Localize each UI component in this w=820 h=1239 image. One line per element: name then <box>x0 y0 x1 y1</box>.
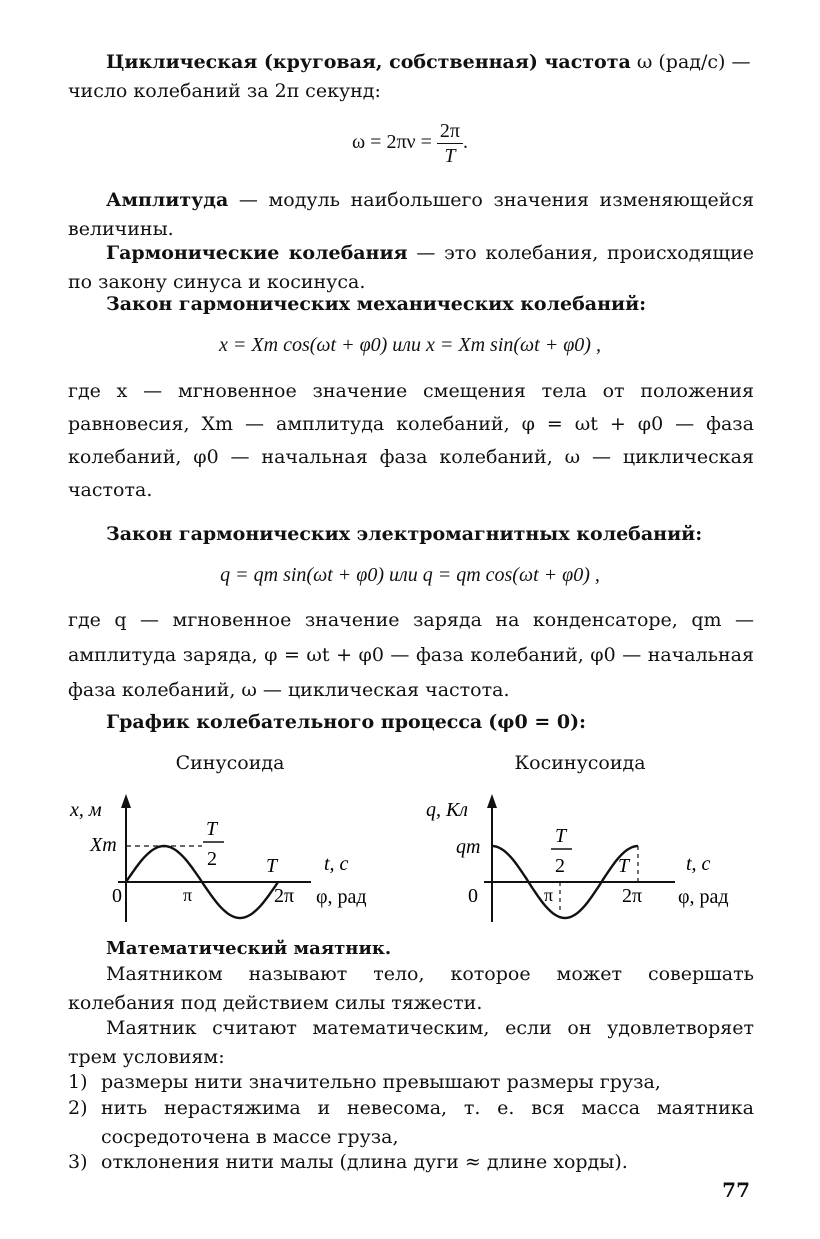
harmonic-paragraph <box>68 239 754 297</box>
fraction-numerator: 2π <box>437 119 463 144</box>
list-item-number: 2) <box>68 1097 88 1119</box>
mech-explanation: где x — мгновенное значение смещения тела от положения равновесия, Xm — амплитуда колебаний, φ = ωt + φ0 — фаза колебаний, φ0 — начальная фаза колебаний, ω — циклическая частота. <box>68 380 754 501</box>
page-number: 77 <box>722 1178 750 1202</box>
sin-y-arrow <box>121 794 131 808</box>
amplitude-term: Амплитуда <box>106 189 229 211</box>
pendulum-heading: Математический маятник. <box>106 938 392 959</box>
graph-heading-line <box>68 708 754 737</box>
cyclic-frequency-paragraph <box>68 48 754 77</box>
em-heading: Закон гармонических электромагнитных колебаний: <box>106 523 703 545</box>
cos-2pi-label: 2π <box>622 885 643 907</box>
list-item-text: отклонения нити малы (длина дуги ≈ длине хорды). <box>101 1151 628 1173</box>
em-explanation: где q — мгновенное значение заряда на конденсаторе, qm — амплитуда заряда, φ = ωt + φ0 — фаза колебаний, φ0 — начальная фаза колебаний, ω — циклическая частота. <box>68 609 754 701</box>
cyclic-frequency-formula <box>0 118 820 168</box>
pendulum-p1: Маятником называют тело, которое может совершать колебания под действием силы тяжести. <box>68 963 754 1014</box>
cos-halfT-den: 2 <box>555 855 565 877</box>
cos-amp-label: qm <box>456 836 481 858</box>
cos-y-arrow <box>487 794 497 808</box>
fraction-denominator: T <box>444 144 456 167</box>
sin-phi-label: φ, рад <box>316 886 367 908</box>
amplitude-definition: — модуль наибольшего значения изменяющейся величины. <box>68 189 754 240</box>
cyclic-frequency-line2: число колебаний за 2π секунд: <box>68 80 381 102</box>
cos-graph <box>420 790 750 930</box>
cos-y-label: q, Кл <box>426 799 469 821</box>
sin-amp-label: Xm <box>90 834 117 856</box>
harmonic-term: Гармонические колебания <box>106 242 408 264</box>
em-formula: q = qm sin(ωt + φ0) или q = qm cos(ωt + φ0) , <box>220 564 600 586</box>
sin-T-label: T <box>266 855 278 877</box>
sin-graph <box>66 790 406 930</box>
sin-halfT-num: T <box>206 818 218 840</box>
cos-graph-title: Косинусоида <box>514 752 646 774</box>
mech-heading: Закон гармонических механических колебаний: <box>106 293 647 315</box>
graph-heading: График колебательного процесса <box>106 711 483 733</box>
pendulum-p2: Маятник считают математическим, если он удовлетворяет трем условиям: <box>68 1017 754 1068</box>
list-item-text: размеры нити значительно превышают размеры груза, <box>101 1071 661 1093</box>
cos-phi-label: φ, рад <box>678 886 729 908</box>
list-item-number: 1) <box>68 1071 88 1093</box>
cos-T-label: T <box>618 855 630 877</box>
sin-halfT-den: 2 <box>207 848 217 870</box>
formula-left: ω = 2πν = <box>352 131 432 153</box>
cos-origin-label: 0 <box>468 885 478 907</box>
cyclic-frequency-term: Циклическая (круговая, собственная) частота <box>106 51 631 73</box>
list-item-number: 3) <box>68 1151 88 1173</box>
formula-end: . <box>462 131 468 153</box>
sin-t-label: t, с <box>324 853 349 875</box>
list-item-text: нить нерастяжима и невесома, т. е. вся масса маятника сосредоточена в массе груза, <box>101 1097 754 1148</box>
sin-graph-title: Синусоида <box>175 752 285 774</box>
graph-heading-condition: (φ0 = 0): <box>488 711 587 733</box>
cos-t-label: t, с <box>686 853 711 875</box>
cyclic-frequency-unit: ω (рад/с) — <box>630 51 751 73</box>
cos-halfT-num: T <box>555 825 567 847</box>
amplitude-paragraph <box>68 186 754 244</box>
sin-2pi-label: 2π <box>274 885 295 907</box>
formula-fraction <box>437 119 463 168</box>
sin-pi-label: π <box>183 885 193 905</box>
sin-y-label: x, м <box>70 799 102 821</box>
sin-origin-label: 0 <box>112 885 122 907</box>
mech-formula: x = Xm cos(ωt + φ0) или x = Xm sin(ωt + φ0) , <box>219 334 601 356</box>
harmonic-definition: — это колебания, происходящие по закону синуса и косинуса. <box>68 242 754 293</box>
cos-pi-label: π <box>544 885 554 905</box>
